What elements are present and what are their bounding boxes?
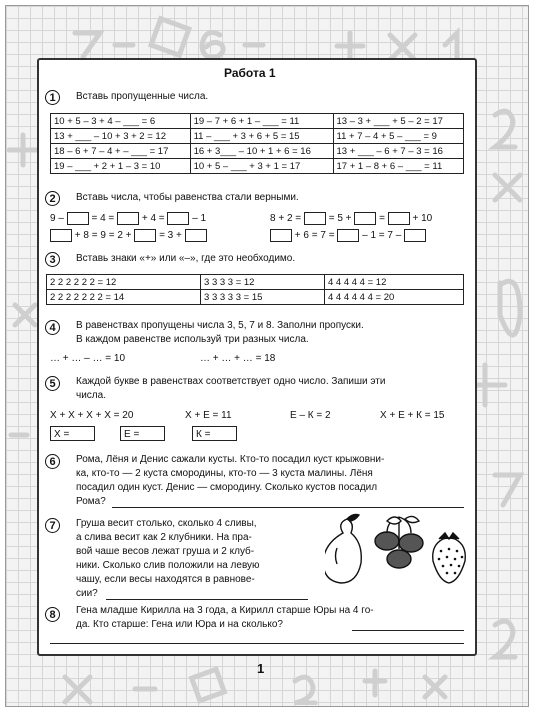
answer-box[interactable] — [134, 229, 156, 242]
equation: Е – К = 2 — [290, 410, 331, 421]
equation-line[interactable]: … + … – … = 10 — [50, 353, 126, 364]
task-number-badge: 8 — [45, 607, 60, 622]
task-number-badge: 6 — [45, 454, 60, 469]
equation-line — [50, 229, 207, 242]
task-text: Вставь числа, чтобы равенства стали верными. — [76, 192, 299, 203]
table-row — [51, 114, 464, 129]
equation-part: + 6 = 7 = — [294, 230, 335, 242]
answer-box[interactable] — [185, 229, 207, 242]
task-text-line: вой чаше весов лежат груша и 2 клуб- — [76, 546, 255, 557]
answer-box[interactable] — [404, 229, 426, 242]
equation-line — [270, 229, 426, 242]
answer-box[interactable] — [67, 212, 89, 225]
task-text-line: ка, кто-то — 2 куста смородины, кто-то — 3 куста малины. Лёня — [76, 468, 373, 479]
answer-box[interactable] — [50, 229, 72, 242]
table-cell[interactable]: 13 – 3 + ___ + 5 – 2 = 17 — [333, 114, 464, 129]
table-cell[interactable]: 13 + ___ – 10 + 3 + 2 = 12 — [51, 129, 191, 144]
equation-part: = 4 = — [91, 213, 115, 225]
table-cell[interactable]: 3 3 3 3 3 = 15 — [201, 290, 325, 305]
table-cell[interactable]: 2 2 2 2 2 2 = 12 — [47, 275, 201, 290]
task-number-badge: 4 — [45, 320, 60, 335]
equation-part: = 5 + — [328, 213, 352, 225]
task-text-line: посадил один куст. Денис — смородину. Сколько кустов посадил — [76, 482, 378, 493]
table-row — [47, 275, 464, 290]
page-title: Работа 1 — [224, 66, 276, 80]
pear-icon — [325, 515, 361, 584]
answer-box[interactable] — [117, 212, 139, 225]
equation-line[interactable]: … + … + … = 18 — [200, 353, 276, 364]
answer-box[interactable] — [354, 212, 376, 225]
table-cell[interactable]: 18 – 6 + 7 – 4 + – ___ = 17 — [51, 144, 191, 159]
equation: Х + Х + Х + Х = 20 — [50, 410, 134, 421]
answer-box-k[interactable]: К = — [192, 426, 237, 441]
answer-line[interactable] — [106, 599, 308, 600]
task-text-line: числа. — [76, 390, 106, 401]
equation: Х + Е + К = 15 — [380, 410, 445, 421]
answer-box[interactable] — [304, 212, 326, 225]
strawberry-icon — [433, 533, 466, 583]
task-text-line: да. Кто старше: Гена или Юра и на сколько? — [76, 619, 283, 630]
table-cell[interactable]: 10 + 5 – 3 + 4 – ___ = 6 — [51, 114, 191, 129]
task-text-line: Груша весит столько, сколько 4 сливы, — [76, 518, 257, 529]
table-cell[interactable]: 4 4 4 4 4 = 12 — [324, 275, 463, 290]
task-text-line: сии? — [76, 588, 98, 599]
table-cell[interactable]: 19 – ___ + 2 + 1 – 3 = 10 — [51, 159, 191, 174]
page-number: 1 — [257, 661, 265, 676]
equation-part: – 1 = 7 – — [362, 230, 402, 242]
task-text: Вставь знаки «+» или «–», где это необходимо. — [76, 253, 296, 264]
task-text-line: Рома? — [76, 496, 106, 507]
table-cell[interactable]: 4 4 4 4 4 4 = 20 — [324, 290, 463, 305]
table-cell[interactable]: 19 – 7 + 6 + 1 – ___ = 11 — [190, 114, 333, 129]
equation-part: = 3 + — [159, 230, 182, 242]
answer-box[interactable] — [270, 229, 292, 242]
task-text-line: Каждой букве в равенствах соответствует одно число. Запиши эти — [76, 376, 386, 387]
equation-part: + 10 — [412, 213, 433, 225]
table-cell[interactable]: 11 – ___ + 3 + 6 + 5 = 15 — [190, 129, 333, 144]
equation-part: + 4 = — [141, 213, 165, 225]
equation-line — [270, 212, 432, 225]
plum-icon — [375, 516, 423, 568]
table-row — [51, 129, 464, 144]
equation-part: – 1 — [192, 213, 207, 225]
task-text-line: чашу, если весы находятся в равнове- — [76, 574, 255, 585]
table-row — [47, 290, 464, 305]
answer-line[interactable] — [50, 643, 464, 644]
equation-part: + 8 = 9 = 2 + — [74, 230, 132, 242]
equation-part: 9 – — [50, 213, 64, 225]
table-row — [51, 159, 464, 174]
fruit-illustration — [325, 513, 470, 585]
answer-box[interactable] — [388, 212, 410, 225]
answer-line[interactable] — [112, 507, 464, 508]
table-cell[interactable]: 13 + ___ – 6 + 7 – 3 = 16 — [333, 144, 464, 159]
task3-table — [46, 274, 464, 305]
equation-line — [50, 212, 206, 225]
table-cell[interactable]: 3 3 3 3 = 12 — [201, 275, 325, 290]
task-number-badge: 2 — [45, 191, 60, 206]
task-text-line: Гена младше Кирилла на 3 года, а Кирилл старше Юры на 4 го- — [76, 605, 374, 616]
answer-box[interactable] — [337, 229, 359, 242]
task-number-badge: 1 — [45, 90, 60, 105]
task-text-line: Рома, Лёня и Денис сажали кусты. Кто-то посадил куст крыжовни- — [76, 454, 385, 465]
task-text-line: ники. Сколько слив положили на левую — [76, 560, 260, 571]
task-number-badge: 3 — [45, 252, 60, 267]
equation-part: = — [379, 213, 385, 225]
answer-box-x[interactable]: Х = — [50, 426, 95, 441]
equation-part: 8 + 2 = — [270, 213, 302, 225]
task-text-line: В каждом равенстве используй три разных числа. — [76, 334, 309, 345]
answer-box[interactable] — [167, 212, 189, 225]
table-cell[interactable]: 11 + 7 – 4 + 5 – ___ = 9 — [333, 129, 464, 144]
table-cell[interactable]: 10 + 5 – ___ + 3 + 1 = 17 — [190, 159, 333, 174]
table-cell[interactable]: 16 + 3___ – 10 + 1 + 6 = 16 — [190, 144, 333, 159]
equation: Х + Е = 11 — [185, 410, 232, 421]
task-text-line: В равенствах пропущены числа 3, 5, 7 и 8. Заполни пропуски. — [76, 320, 364, 331]
table-row — [51, 144, 464, 159]
task-number-badge: 7 — [45, 518, 60, 533]
table-cell[interactable]: 17 + 1 – 8 + 6 – ___ = 11 — [333, 159, 464, 174]
task-text: Вставь пропущенные числа. — [76, 91, 209, 102]
task-text-line: а слива весит как 2 клубники. На пра- — [76, 532, 252, 543]
task1-table — [50, 113, 464, 174]
table-cell[interactable]: 2 2 2 2 2 2 2 = 14 — [47, 290, 201, 305]
answer-box-e[interactable]: Е = — [120, 426, 165, 441]
answer-line[interactable] — [352, 630, 464, 631]
task-number-badge: 5 — [45, 376, 60, 391]
